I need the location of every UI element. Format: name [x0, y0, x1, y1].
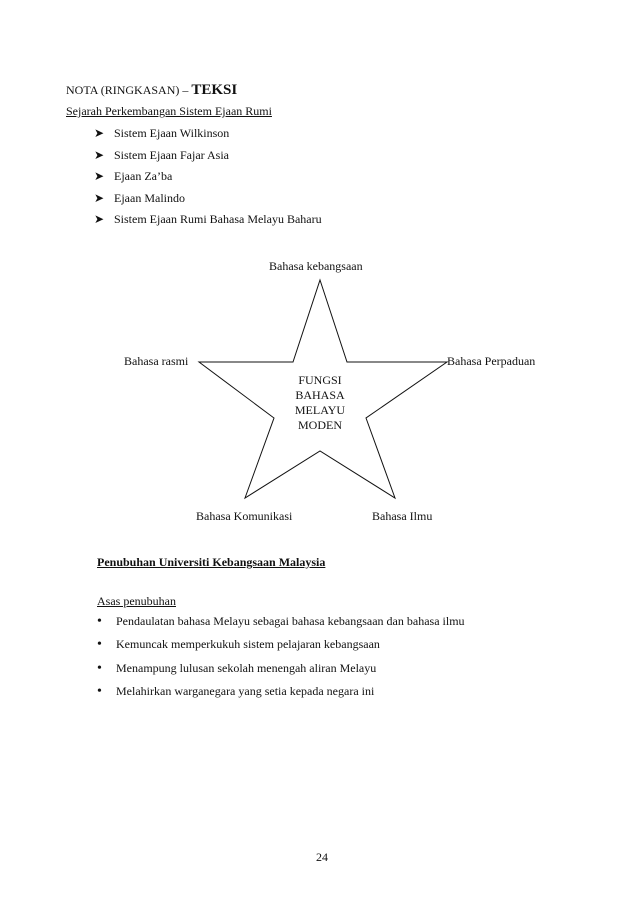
star-center-text: FUNGSI BAHASA MELAYU MODEN [294, 373, 346, 432]
section2-subheading: Asas penubuhan [97, 594, 176, 608]
list-item: • Pendaulatan bahasa Melayu sebagai bahasa kebangsaan dan bahasa ilmu [97, 614, 465, 629]
arrowhead-bullet-icon: ➤ [94, 147, 105, 162]
arrowhead-bullet-icon: ➤ [94, 212, 105, 226]
section1-heading: Sejarah Perkembangan Sistem Ejaan Rumi [66, 104, 272, 118]
star-label-bottom-right: Bahasa Ilmu [372, 509, 433, 523]
arrowhead-bullet-icon: ➤ [94, 169, 105, 183]
arrowhead-bullet-icon: ➤ [94, 190, 105, 205]
dot-bullet-icon: • [97, 614, 102, 629]
list-item: • Melahirkan warganegara yang setia kepada negara ini [97, 683, 375, 699]
foundation-reasons-list [97, 614, 465, 707]
list-item: • Kemuncak memperkukuh sistem pelajaran kebangsaan [97, 637, 380, 653]
dot-bullet-icon: • [97, 637, 102, 653]
title-main: TEKSI [191, 82, 238, 98]
dot-bullet-icon: • [97, 660, 102, 676]
list-item: • Menampung lulusan sekolah menengah aliran Melayu [97, 660, 377, 676]
title-prefix: NOTA (RINGKASAN) – [66, 83, 189, 97]
page-number: 24 [316, 850, 328, 864]
list-item: ➤ Ejaan Za’ba [94, 169, 173, 183]
star-label-right: Bahasa Perpaduan [447, 354, 536, 368]
list-item: ➤ Sistem Ejaan Fajar Asia [94, 147, 229, 162]
star-label-top: Bahasa kebangsaan [269, 259, 363, 273]
arrowhead-bullet-icon: ➤ [94, 126, 105, 140]
star-label-left: Bahasa rasmi [124, 354, 189, 368]
list-item: ➤ Sistem Ejaan Rumi Bahasa Melayu Baharu [94, 212, 322, 226]
star-label-bottom-left: Bahasa Komunikasi [196, 509, 293, 523]
list-item: ➤ Ejaan Malindo [94, 190, 185, 205]
list-item: ➤ Sistem Ejaan Wilkinson [94, 126, 230, 140]
dot-bullet-icon: • [97, 683, 102, 699]
section2-heading: Penubuhan Universiti Kebangsaan Malaysia [97, 555, 326, 569]
